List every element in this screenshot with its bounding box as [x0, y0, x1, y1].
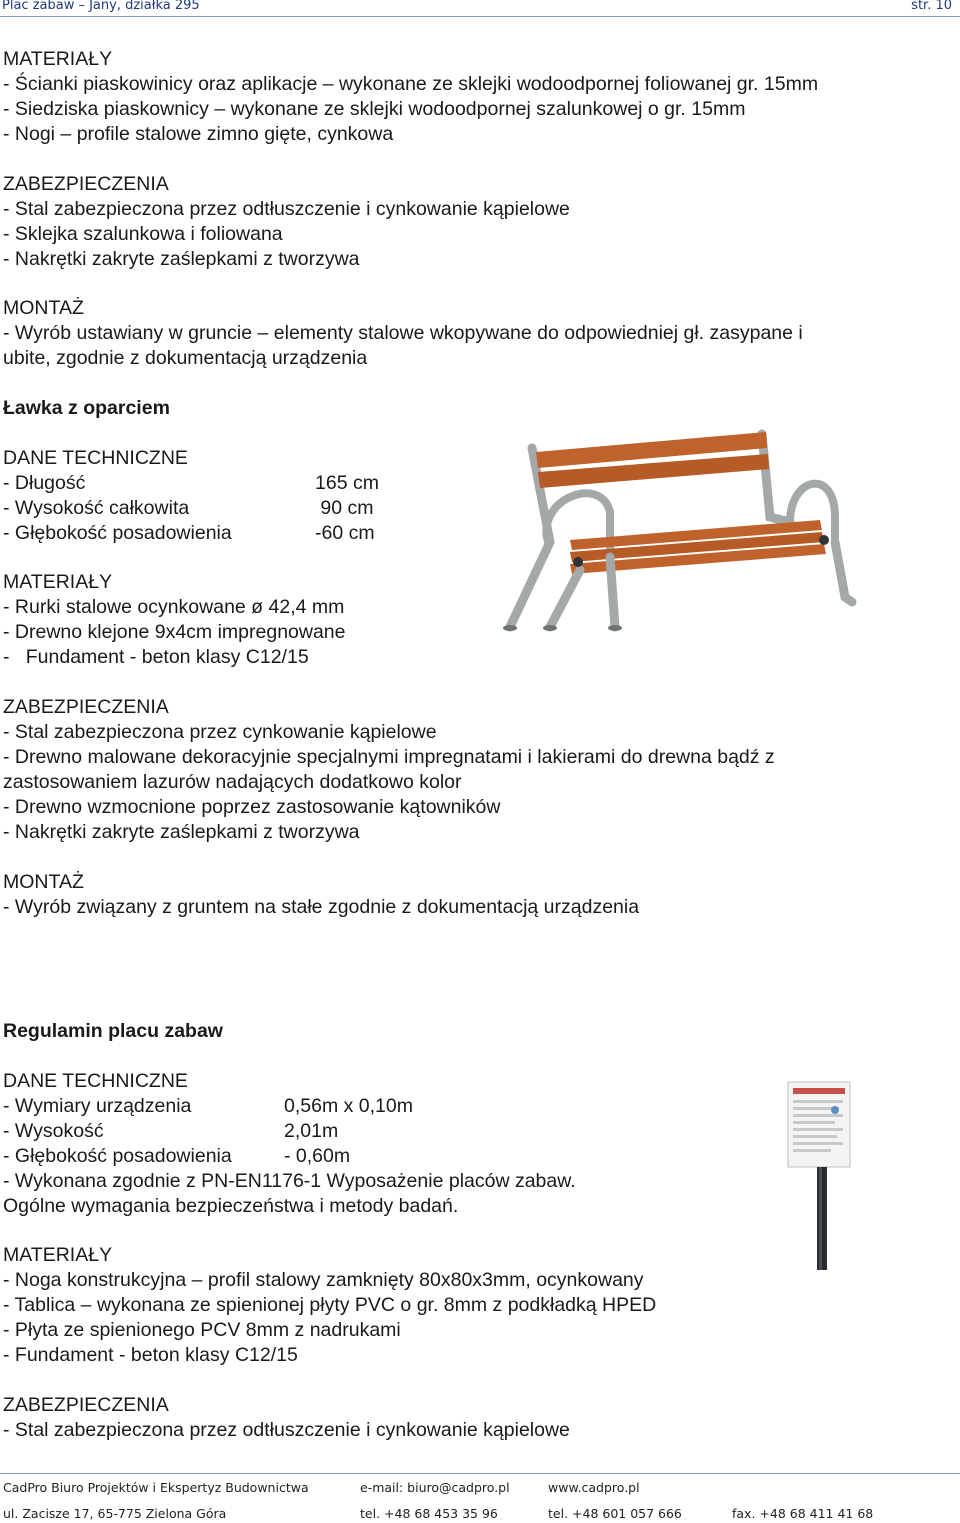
bench-materials-item: - Rurki stalowe ocynkowane ø 42,4 mm — [3, 596, 345, 618]
bench-tech-label: - Głębokość posadowienia — [3, 522, 232, 544]
footer-company: CadPro Biuro Projektów i Ekspertyz Budownictwa — [3, 1480, 309, 1495]
header-title: Plac zabaw – Jany, działka 295 — [2, 0, 200, 13]
materials-item: - Siedziska piaskownicy – wykonane ze sklejki wodoodpornej szalunkowej o gr. 15mm — [3, 98, 746, 120]
bench-tech-value: 165 cm — [315, 472, 379, 494]
bench-protection-item: - Nakrętki zakryte zaślepkami z tworzywa — [3, 821, 360, 843]
rules-tech-value: 0,56m x 0,10m — [284, 1095, 413, 1117]
bench-materials-item: - Fundament - beton klasy C12/15 — [3, 646, 309, 668]
bench-mount-item: - Wyrób związany z gruntem na stałe zgodnie z dokumentacją urządzenia — [3, 896, 640, 918]
rules-title: Regulamin placu zabaw — [3, 1020, 223, 1042]
protection-item: - Stal zabezpieczona przez odtłuszczenie i cynkowanie kąpielowe — [3, 198, 570, 220]
rules-protection-item: - Stal zabezpieczona przez odtłuszczenie i cynkowanie kąpielowe — [3, 1419, 570, 1441]
footer-divider — [0, 1473, 960, 1474]
bench-tech-value: -60 cm — [315, 522, 375, 544]
materials-item: - Nogi – profile stalowe zimno gięte, cynkowa — [3, 123, 394, 145]
rules-materials-item: - Fundament - beton klasy C12/15 — [3, 1344, 298, 1366]
rules-tech-label: - Wysokość — [3, 1120, 104, 1142]
mount-heading: MONTAŻ — [3, 297, 84, 319]
rules-protection-heading: ZABEZPIECZENIA — [3, 1394, 169, 1416]
header-divider — [0, 16, 960, 17]
footer-address: ul. Zacisze 17, 65-775 Zielona Góra — [3, 1506, 227, 1521]
rules-materials-heading: MATERIAŁY — [3, 1244, 113, 1266]
bench-protection-item: - Stal zabezpieczona przez cynkowanie kąpielowe — [3, 721, 437, 743]
bench-protection-item: - Drewno malowane dekoracyjnie specjalnymi impregnatami i lakierami do drewna bądź z — [3, 746, 775, 768]
bench-mount-heading: MONTAŻ — [3, 871, 84, 893]
bench-image — [490, 422, 865, 660]
protection-item: - Sklejka szalunkowa i foliowana — [3, 223, 283, 245]
rules-tech-value: - 0,60m — [284, 1145, 351, 1167]
footer-mobile: tel. +48 601 057 666 — [548, 1506, 682, 1521]
bench-materials-item: - Drewno klejone 9x4cm impregnowane — [3, 621, 346, 643]
rules-tech-note: Ogólne wymagania bezpieczeństwa i metody badań. — [3, 1195, 459, 1217]
mount-item: ubite, zgodnie z dokumentacją urządzenia — [3, 347, 368, 369]
bench-protection-heading: ZABEZPIECZENIA — [3, 696, 169, 718]
materials-heading: MATERIAŁY — [3, 48, 113, 70]
footer-fax: fax. +48 68 411 41 68 — [732, 1506, 874, 1521]
rules-materials-item: - Płyta ze spienionego PCV 8mm z nadrukami — [3, 1319, 401, 1341]
footer-email: e-mail: biuro@cadpro.pl — [360, 1480, 510, 1495]
rules-tech-note: - Wykonana zgodnie z PN-EN1176-1 Wyposażenie placów zabaw. — [3, 1170, 576, 1192]
bench-protection-item: - Drewno wzmocnione poprzez zastosowanie kątowników — [3, 796, 501, 818]
rules-tech-heading: DANE TECHNICZNE — [3, 1070, 188, 1092]
materials-item: - Ścianki piaskowinicy oraz aplikacje – wykonane ze sklejki wodoodpornej foliowanej gr. 15mm — [3, 73, 819, 95]
rules-tech-value: 2,01m — [284, 1120, 339, 1142]
page-number: str. 10 — [911, 0, 952, 13]
rules-tech-label: - Wymiary urządzenia — [3, 1095, 192, 1117]
rules-materials-item: - Noga konstrukcyjna – profil stalowy zamknięty 80x80x3mm, ocynkowany — [3, 1269, 644, 1291]
rules-tech-label: - Głębokość posadowienia — [3, 1145, 232, 1167]
bench-tech-value: 90 cm — [315, 497, 374, 519]
bench-title: Ławka z oparciem — [3, 397, 170, 419]
bench-tech-label: - Wysokość całkowita — [3, 497, 190, 519]
mount-item: - Wyrób ustawiany w gruncie – elementy stalowe wkopywane do odpowiedniej gł. zasypane i — [3, 322, 803, 344]
footer-phone: tel. +48 68 453 35 96 — [360, 1506, 498, 1521]
protection-item: - Nakrętki zakryte zaślepkami z tworzywa — [3, 248, 360, 270]
rules-board-image — [765, 1080, 925, 1275]
bench-protection-item: zastosowaniem lazurów nadających dodatkowo kolor — [3, 771, 462, 793]
protection-heading: ZABEZPIECZENIA — [3, 173, 169, 195]
footer-website: www.cadpro.pl — [548, 1480, 640, 1495]
bench-tech-heading: DANE TECHNICZNE — [3, 447, 188, 469]
bench-materials-heading: MATERIAŁY — [3, 571, 113, 593]
bench-tech-label: - Długość — [3, 472, 86, 494]
rules-materials-item: - Tablica – wykonana ze spienionej płyty PVC o gr. 8mm z podkładką HPED — [3, 1294, 657, 1316]
page-header — [0, 0, 960, 16]
